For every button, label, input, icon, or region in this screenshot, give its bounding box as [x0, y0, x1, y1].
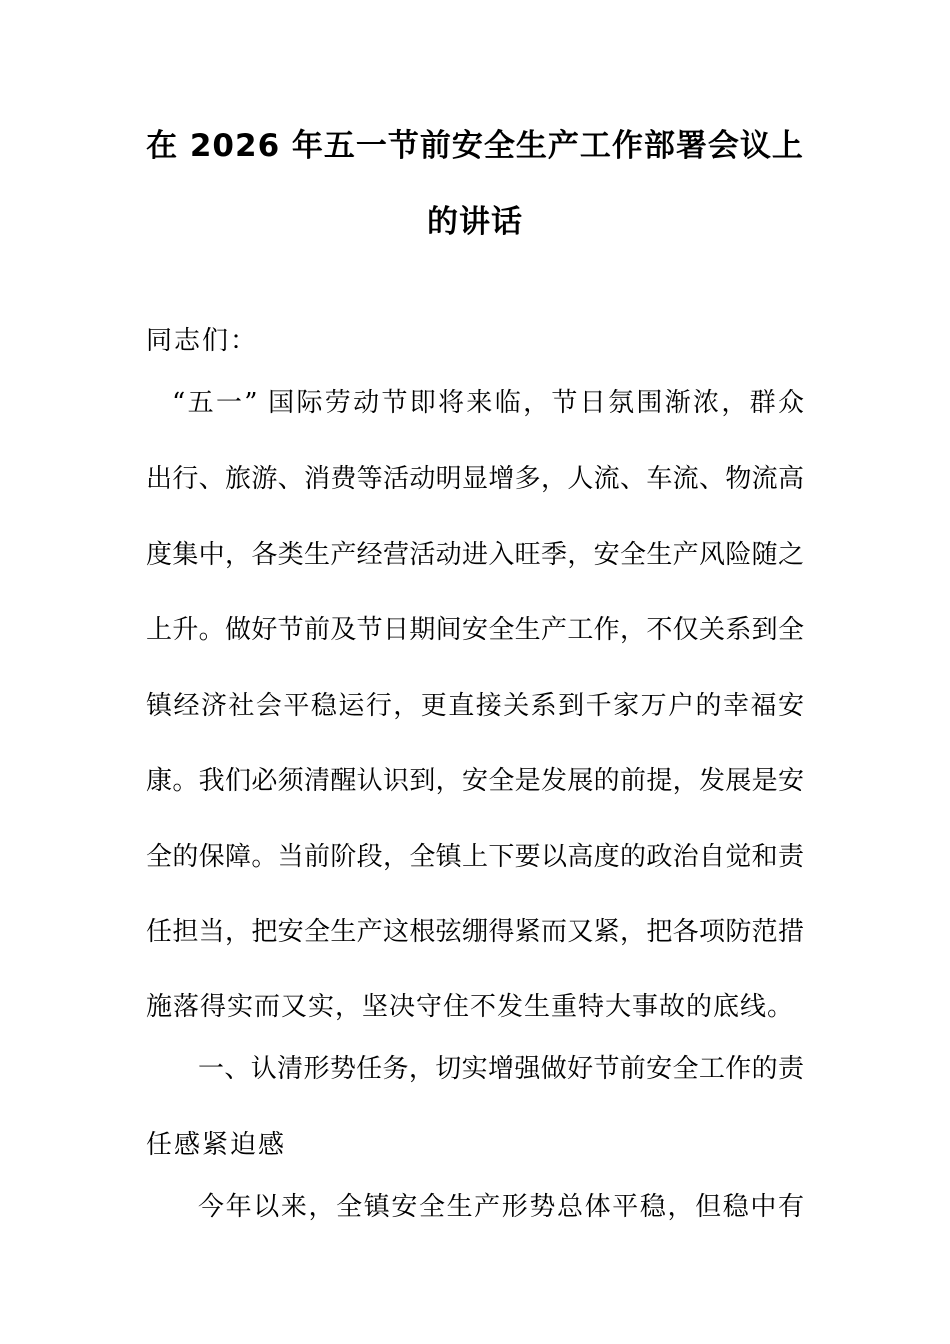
paragraph-line: 全的保障。当前阶段，全镇上下要以高度的政治自觉和责 — [146, 842, 804, 872]
paragraph-line: 康。我们必须清醒认识到，安全是发展的前提，发展是安 — [146, 766, 804, 796]
paragraph-line: 今年以来，全镇安全生产形势总体平稳，但稳中有 — [198, 1192, 804, 1222]
paragraph-line: 度集中，各类生产经营活动进入旺季，安全生产风险随之 — [146, 540, 804, 570]
paragraph-line: 施落得实而又实，坚决守住不发生重特大事故的底线。 — [146, 992, 795, 1022]
paragraph-line: 任担当，把安全生产这根弦绷得紧而又紧，把各项防范措 — [146, 917, 804, 947]
salutation: 同志们： — [146, 326, 259, 356]
paragraph-line: 镇经济社会平稳运行，更直接关系到千家万户的幸福安 — [146, 691, 804, 721]
paragraph-line: 上升。做好节前及节日期间安全生产工作，不仅关系到全 — [146, 615, 804, 645]
title-line-1: 在 2026 年五一节前安全生产工作部署会议上 — [146, 128, 804, 164]
section-heading-line: 任感紧迫感 — [146, 1130, 287, 1160]
paragraph-line: “五一” 国际劳动节即将来临，节日氛围渐浓，群众 — [172, 388, 804, 418]
section-heading-line: 一、认清形势任务，切实增强做好节前安全工作的责 — [198, 1054, 804, 1084]
title-line-2: 的讲话 — [427, 204, 523, 240]
paragraph-line: 出行、旅游、消费等活动明显增多，人流、车流、物流高 — [146, 464, 804, 494]
